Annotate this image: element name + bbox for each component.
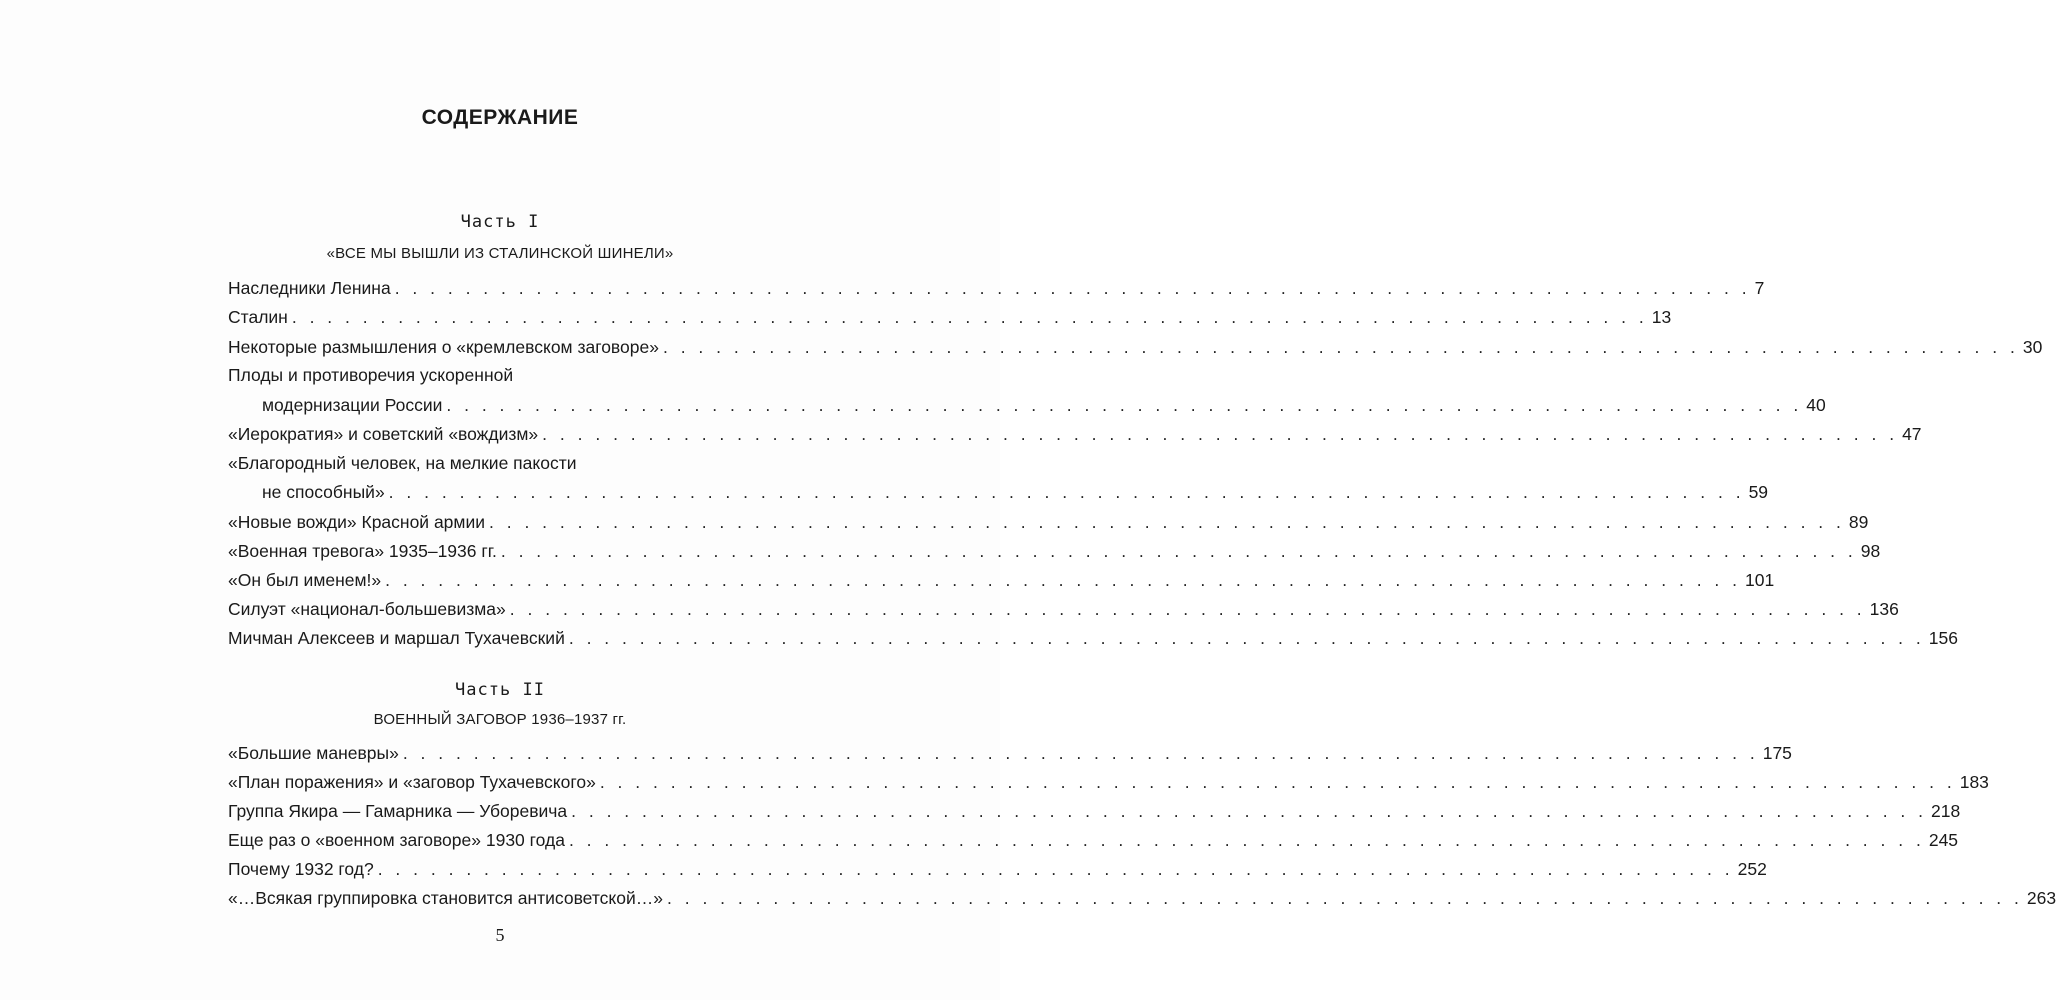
toc-entry[interactable] — [228, 828, 1959, 852]
toc-entry[interactable] — [228, 510, 1869, 534]
toc-entry[interactable] — [228, 539, 1881, 563]
entry-page: 263 — [2026, 888, 2056, 908]
toc-entry[interactable] — [228, 568, 1775, 592]
toc-entry[interactable] — [262, 393, 1826, 417]
toc-entry[interactable] — [228, 886, 2056, 910]
leader-dots: . . . . . . . . . . . . . . . . . . . . . . . . . . . . . . . . . . . . . . . . . . . . . . . . . . . . . . . . . . . . . . . . . . . . . . . . . . . . . — [568, 628, 1925, 648]
toc-entry[interactable] — [228, 305, 1672, 329]
entry-page: 136 — [1869, 599, 1899, 619]
leader-dots: . . . . . . . . . . . . . . . . . . . . . . . . . . . . . . . . . . . . . . . . . . . . . . . . . . . . . . . . . . . . . . . . . . . . . . . . . . . . . — [667, 888, 2023, 908]
entry-title: «Иерократия» и советский «вождизм» — [228, 424, 539, 444]
entry-page: 40 — [1806, 395, 1826, 415]
leader-dots: . . . . . . . . . . . . . . . . . . . . . . . . . . . . . . . . . . . . . . . . . . . . . . . . . . . . . . . . . . . . . . . . . . . . . . . . . . . . . — [509, 599, 1866, 619]
leader-dots: . . . . . . . . . . . . . . . . . . . . . . . . . . . . . . . . . . . . . . . . . . . . . . . . . . . . . . . . . . . . . . . . . . . . . . . . . . . . . — [599, 772, 1956, 792]
contents-title: СОДЕРЖАНИЕ — [421, 106, 579, 129]
entry-page: 89 — [1848, 512, 1869, 532]
leader-dots: . . . . . . . . . . . . . . . . . . . . . . . . . . . . . . . . . . . . . . . . . . . . . . . . . . . . . . . . . . . . . . . . . . . . . . . . . . . . . — [377, 859, 1734, 879]
entry-title: Группа Якира — Гамарника — Уборевича — [228, 801, 568, 821]
leader-dots: . . . . . . . . . . . . . . . . . . . . . . . . . . . . . . . . . . . . . . . . . . . . . . . . . . . . . . . . . . . . . . . . . . . . . . . . . . . . . — [489, 512, 1845, 532]
entry-title: Сталин — [228, 307, 288, 327]
leader-dots: . . . . . . . . . . . . . . . . . . . . . . . . . . . . . . . . . . . . . . . . . . . . . . . . . . . . . . . . . . . . . . . . . . . . . . . . . . . . . — [446, 395, 1803, 415]
entry-page: 245 — [1928, 830, 1959, 850]
part2-label: Часть II — [455, 680, 545, 700]
entry-title: Мичман Алексеев и маршал Тухачевский — [228, 628, 565, 648]
entry-page: 183 — [1959, 772, 1989, 792]
entry-title: «Военная тревога» 1935–1936 гг. — [228, 541, 497, 561]
leader-dots: . . . . . . . . . . . . . . . . . . . . . . . . . . . . . . . . . . . . . . . . . . . . . . . . . . . . . . . . . . . . . . . . . . . . . . . . . . . . . — [402, 743, 1759, 763]
leader-dots: . . . . . . . . . . . . . . . . . . . . . . . . . . . . . . . . . . . . . . . . . . . . . . . . . . . . . . . . . . . . . . . . . . . . . . . . . . . . . — [542, 424, 1899, 444]
entry-title: «Он был именем!» — [228, 570, 382, 590]
entry-title-line1: «Благородный человек, на мелкие пакости — [228, 453, 577, 473]
entry-title: Некоторые размышления о «кремлевском заговоре» — [228, 337, 659, 357]
toc-entry[interactable] — [228, 597, 1899, 621]
entry-page: 156 — [1928, 628, 1958, 648]
toc-entry[interactable] — [228, 799, 1961, 823]
leader-dots: . . . . . . . . . . . . . . . . . . . . . . . . . . . . . . . . . . . . . . . . . . . . . . . . . . . . . . . . . . . . . . . . . . . . . . . . . . . . . — [500, 541, 1857, 561]
entry-page: 7 — [1754, 278, 1765, 298]
entry-page: 98 — [1860, 541, 1881, 561]
entry-title-line1: Плоды и противоречия ускоренной — [228, 365, 514, 385]
leader-dots: . . . . . . . . . . . . . . . . . . . . . . . . . . . . . . . . . . . . . . . . . . . . . . . . . . . . . . . . . . . . . . . . . . . . . . . . . . . . . — [385, 570, 1742, 590]
entry-page: 47 — [1902, 424, 1922, 444]
entry-page: 13 — [1651, 307, 1672, 327]
entry-page: 252 — [1737, 859, 1767, 879]
leader-dots: . . . . . . . . . . . . . . . . . . . . . . . . . . . . . . . . . . . . . . . . . . . . . . . . . . . . . . . . . . . . . . . . . . . . . . . . . . . . . — [568, 830, 1925, 850]
part1-label: Часть I — [460, 212, 540, 232]
leader-dots: . . . . . . . . . . . . . . . . . . . . . . . . . . . . . . . . . . . . . . . . . . . . . . . . . . . . . . . . . . . . . . . . . . . . . . . . . . . . . — [388, 482, 1745, 502]
entry-page: 101 — [1745, 570, 1775, 590]
toc-entry[interactable] — [228, 276, 1765, 300]
entry-page: 218 — [1931, 801, 1961, 821]
toc-entry[interactable] — [262, 480, 1769, 504]
toc-entry[interactable] — [228, 422, 1922, 446]
leader-dots: . . . . . . . . . . . . . . . . . . . . . . . . . . . . . . . . . . . . . . . . . . . . . . . . . . . . . . . . . . . . . . . . . . . . . . . . . . . . . — [571, 801, 1928, 821]
entry-title: Наследники Ленина — [228, 278, 391, 298]
toc-entry[interactable] — [228, 857, 1767, 881]
entry-title: «Новые вожди» Красной армии — [228, 512, 485, 532]
leader-dots: . . . . . . . . . . . . . . . . . . . . . . . . . . . . . . . . . . . . . . . . . . . . . . . . . . . . . . . . . . . . . . . . . . . . . . . . . . . . . — [662, 337, 2019, 357]
leader-dots: . . . . . . . . . . . . . . . . . . . . . . . . . . . . . . . . . . . . . . . . . . . . . . . . . . . . . . . . . . . . . . . . . . . . . . . . . . . . . — [291, 307, 1648, 327]
toc-entry[interactable] — [228, 741, 1792, 765]
entry-title: «…Всякая группировка становится антисоветской…» — [228, 888, 663, 908]
toc-entry[interactable] — [228, 626, 1958, 650]
entry-title: Еще раз о «военном заговоре» 1930 года — [228, 830, 565, 850]
toc-entry[interactable] — [228, 335, 2043, 359]
entry-title: не способный» — [262, 482, 385, 502]
entry-title: Силуэт «национал-большевизма» — [228, 599, 506, 619]
entry-title: модернизации России — [262, 395, 443, 415]
page-number: 5 — [495, 925, 505, 945]
entry-title: Почему 1932 год? — [228, 859, 374, 879]
entry-page: 30 — [2022, 337, 2043, 357]
entry-title: «Большие маневры» — [228, 743, 399, 763]
entry-title: «План поражения» и «заговор Тухачевского» — [228, 772, 596, 792]
entry-page: 59 — [1748, 482, 1769, 502]
part1-subtitle: «ВСЕ МЫ ВЫШЛИ ИЗ СТАЛИНСКОЙ ШИНЕЛИ» — [326, 245, 674, 262]
entry-page: 175 — [1762, 743, 1792, 763]
leader-dots: . . . . . . . . . . . . . . . . . . . . . . . . . . . . . . . . . . . . . . . . . . . . . . . . . . . . . . . . . . . . . . . . . . . . . . . . . . . . . — [394, 278, 1751, 298]
toc-entry[interactable] — [228, 770, 1989, 794]
part2-subtitle: ВОЕННЫЙ ЗАГОВОР 1936–1937 гг. — [373, 711, 627, 728]
